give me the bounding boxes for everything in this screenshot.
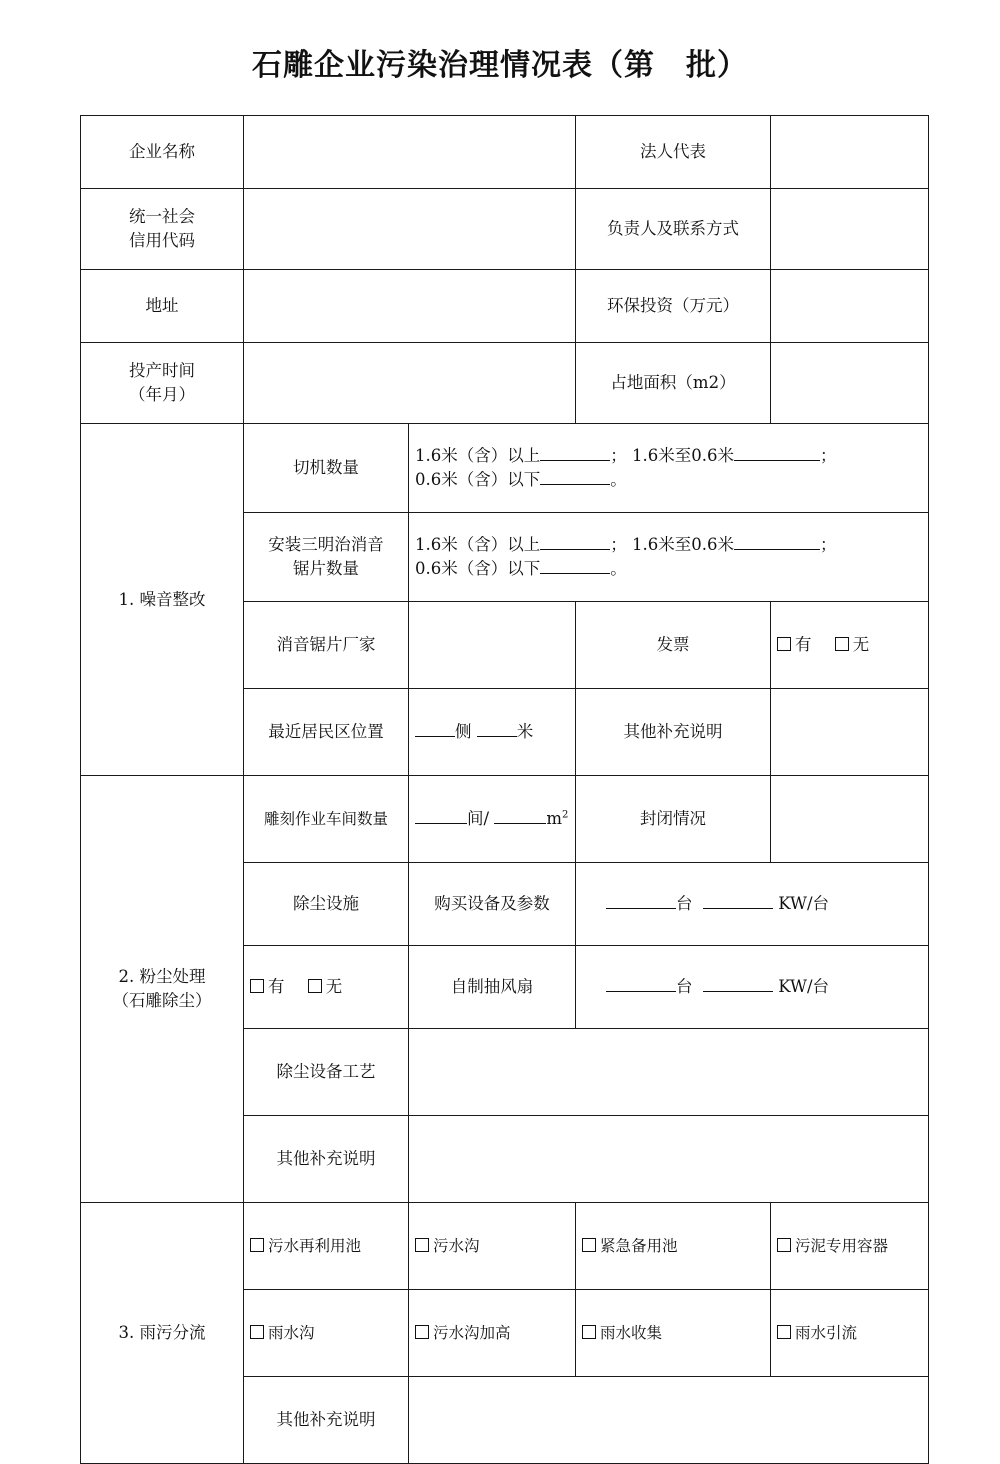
cutter-sep-2: ； bbox=[819, 446, 837, 466]
checkbox-rainwater-ditch-label: 雨水沟 bbox=[268, 1323, 315, 1342]
field-legal-rep[interactable] bbox=[771, 116, 929, 189]
cutter-spec-part3: 0.6米（含）以下 bbox=[415, 470, 541, 489]
fan-count-blank[interactable] bbox=[606, 991, 676, 992]
label-purchased-equipment: 购买设备及参数 bbox=[409, 863, 576, 946]
label-drainage-other-notes: 其他补充说明 bbox=[244, 1377, 409, 1464]
label-dust-facility: 除尘设施 bbox=[244, 863, 409, 946]
blade-blank-3[interactable] bbox=[540, 573, 610, 574]
checkbox-rainwater-ditch[interactable] bbox=[250, 1322, 315, 1344]
label-invoice: 发票 bbox=[576, 602, 771, 689]
checkbox-square-icon[interactable] bbox=[250, 1325, 264, 1339]
checkbox-dust-facility-no[interactable] bbox=[308, 975, 343, 999]
fan-power-unit: KW/台 bbox=[778, 977, 830, 997]
workshop-area-sup: 2 bbox=[561, 809, 569, 821]
blade-blank-2[interactable] bbox=[734, 549, 820, 550]
checkbox-sludge-container-label: 污泥专用容器 bbox=[795, 1236, 889, 1255]
field-enclosure-status[interactable] bbox=[771, 776, 929, 863]
section-label-noise: 1. 噪音整改 bbox=[81, 424, 244, 776]
label-enclosure-status: 封闭情况 bbox=[576, 776, 771, 863]
cutter-spec-part1: 1.6米（含）以上 bbox=[415, 446, 541, 466]
blade-blank-1[interactable] bbox=[540, 549, 610, 550]
equipment-power-blank[interactable] bbox=[703, 908, 773, 909]
field-purchased-equipment-spec[interactable] bbox=[576, 863, 929, 946]
checkbox-emergency-backup-pool-label: 紧急备用池 bbox=[600, 1236, 678, 1255]
cutter-blank-3[interactable] bbox=[540, 484, 610, 485]
pollution-control-form-table bbox=[80, 115, 929, 1464]
label-legal-rep: 法人代表 bbox=[576, 116, 771, 189]
checkbox-dust-facility-yes-label: 有 bbox=[268, 977, 285, 997]
workshop-area-blank[interactable] bbox=[494, 823, 546, 824]
residence-distance-unit: 米 bbox=[516, 722, 534, 742]
cutter-blank-2[interactable] bbox=[734, 460, 820, 461]
label-silencer-blade-line2: 锯片数量 bbox=[293, 559, 359, 578]
checkbox-rainwater-collection[interactable] bbox=[582, 1322, 662, 1344]
fan-power-blank[interactable] bbox=[703, 991, 773, 992]
table-row bbox=[81, 343, 929, 424]
residence-distance-blank[interactable] bbox=[477, 736, 517, 737]
table-row bbox=[81, 1203, 929, 1290]
label-production-date bbox=[81, 343, 244, 424]
equipment-count-blank[interactable] bbox=[606, 908, 676, 909]
checkbox-square-icon[interactable] bbox=[415, 1238, 429, 1252]
field-drainage-opt-7[interactable] bbox=[576, 1290, 771, 1377]
field-drainage-other-notes[interactable] bbox=[409, 1377, 929, 1464]
blade-spec-part2: 1.6米至0.6米 bbox=[632, 535, 734, 555]
cutter-end: 。 bbox=[610, 470, 627, 489]
blade-spec-part1: 1.6米（含）以上 bbox=[415, 535, 541, 555]
field-company-name[interactable] bbox=[244, 116, 576, 189]
table-row bbox=[81, 116, 929, 189]
checkbox-rainwater-collection-label: 雨水收集 bbox=[600, 1323, 663, 1342]
checkbox-invoice-no[interactable] bbox=[835, 633, 870, 657]
checkbox-wastewater-ditch-label: 污水沟 bbox=[433, 1236, 480, 1255]
checkbox-square-icon[interactable] bbox=[777, 1325, 791, 1339]
label-carving-workshop-count: 雕刻作业车间数量 bbox=[244, 776, 409, 863]
field-homemade-fan-spec[interactable] bbox=[576, 946, 929, 1029]
label-land-area: 占地面积（m2） bbox=[576, 343, 771, 424]
checkbox-square-icon[interactable] bbox=[777, 1238, 791, 1252]
field-dust-facility-options[interactable] bbox=[244, 946, 409, 1029]
label-dust-other-notes: 其他补充说明 bbox=[244, 1116, 409, 1203]
section-label-dust-line1: 2. 粉尘处理 bbox=[118, 967, 206, 987]
table-row bbox=[81, 189, 929, 270]
checkbox-invoice-yes[interactable] bbox=[777, 633, 812, 657]
section-label-drainage: 3. 雨污分流 bbox=[81, 1203, 244, 1464]
label-cutter-count: 切机数量 bbox=[244, 424, 409, 513]
label-credit-code bbox=[81, 189, 244, 270]
checkbox-rainwater-diversion[interactable] bbox=[777, 1322, 857, 1344]
checkbox-sludge-container[interactable] bbox=[777, 1235, 888, 1257]
label-address: 地址 bbox=[81, 270, 244, 343]
cutter-sep-1: ； bbox=[610, 446, 627, 466]
field-env-investment[interactable] bbox=[771, 270, 929, 343]
checkbox-rainwater-diversion-label: 雨水引流 bbox=[795, 1323, 858, 1342]
checkbox-invoice-no-label: 无 bbox=[852, 635, 870, 655]
section-label-dust-line2: （石雕除尘） bbox=[112, 991, 212, 1010]
workshop-room-blank[interactable] bbox=[415, 823, 467, 824]
label-dust-process: 除尘设备工艺 bbox=[244, 1029, 409, 1116]
field-dust-process[interactable] bbox=[409, 1029, 929, 1116]
checkbox-square-icon[interactable] bbox=[308, 979, 322, 993]
label-silencer-blade-line1: 安装三明治消音 bbox=[268, 535, 384, 555]
checkbox-dust-facility-yes[interactable] bbox=[250, 975, 285, 999]
cutter-blank-1[interactable] bbox=[540, 460, 610, 461]
checkbox-wastewater-ditch-raised-label: 污水沟加高 bbox=[433, 1323, 511, 1342]
checkbox-wastewater-reuse-pool[interactable] bbox=[250, 1235, 361, 1257]
checkbox-square-icon[interactable] bbox=[582, 1325, 596, 1339]
table-row bbox=[81, 776, 929, 863]
checkbox-invoice-yes-label: 有 bbox=[795, 635, 812, 655]
field-dust-other-notes[interactable] bbox=[409, 1116, 929, 1203]
blade-end: 。 bbox=[610, 559, 627, 578]
label-silencer-blade-count bbox=[244, 513, 409, 602]
equipment-count-unit: 台 bbox=[676, 894, 693, 914]
checkbox-emergency-backup-pool[interactable] bbox=[582, 1235, 678, 1257]
checkbox-square-icon[interactable] bbox=[250, 1238, 264, 1252]
field-nearest-residence[interactable] bbox=[409, 689, 576, 776]
blade-sep-1: ； bbox=[610, 535, 627, 555]
field-drainage-opt-3[interactable] bbox=[576, 1203, 771, 1290]
section-label-dust bbox=[81, 776, 244, 1203]
field-drainage-opt-1[interactable] bbox=[244, 1203, 409, 1290]
table-row bbox=[81, 270, 929, 343]
field-drainage-opt-6[interactable] bbox=[409, 1290, 576, 1377]
field-invoice-options[interactable] bbox=[771, 602, 929, 689]
label-contact-person: 负责人及联系方式 bbox=[576, 189, 771, 270]
label-production-date-line2: （年月） bbox=[129, 385, 195, 404]
field-contact-person[interactable] bbox=[771, 189, 929, 270]
label-credit-code-line1: 统一社会 bbox=[129, 207, 195, 227]
field-noise-other-notes[interactable] bbox=[771, 689, 929, 776]
equipment-power-unit: KW/台 bbox=[778, 894, 830, 914]
form-table-container bbox=[80, 115, 928, 1464]
label-credit-code-line2: 信用代码 bbox=[129, 231, 195, 250]
residence-side-blank[interactable] bbox=[415, 736, 455, 737]
field-drainage-opt-4[interactable] bbox=[771, 1203, 929, 1290]
checkbox-square-icon[interactable] bbox=[582, 1238, 596, 1252]
field-drainage-opt-8[interactable] bbox=[771, 1290, 929, 1377]
checkbox-square-icon[interactable] bbox=[415, 1325, 429, 1339]
checkbox-dust-facility-no-label: 无 bbox=[325, 977, 343, 997]
label-homemade-fan: 自制抽风扇 bbox=[409, 946, 576, 1029]
cutter-spec-part2: 1.6米至0.6米 bbox=[632, 446, 734, 466]
label-blade-manufacturer: 消音锯片厂家 bbox=[244, 602, 409, 689]
residence-side-unit: 侧 bbox=[455, 722, 472, 742]
field-production-date[interactable] bbox=[244, 343, 576, 424]
field-drainage-opt-2[interactable] bbox=[409, 1203, 576, 1290]
checkbox-square-icon[interactable] bbox=[777, 637, 791, 651]
field-blade-manufacturer[interactable] bbox=[409, 602, 576, 689]
field-drainage-opt-5[interactable] bbox=[244, 1290, 409, 1377]
field-credit-code[interactable] bbox=[244, 189, 576, 270]
field-land-area[interactable] bbox=[771, 343, 929, 424]
checkbox-wastewater-reuse-pool-label: 污水再利用池 bbox=[268, 1236, 362, 1255]
field-cutter-count-spec[interactable] bbox=[409, 424, 929, 513]
fan-count-unit: 台 bbox=[676, 977, 693, 997]
workshop-room-unit: 间/ bbox=[467, 809, 490, 829]
page-title: 石雕企业污染治理情况表（第 批） bbox=[252, 48, 748, 83]
blade-spec-part3: 0.6米（含）以下 bbox=[415, 559, 541, 578]
label-company-name: 企业名称 bbox=[81, 116, 244, 189]
checkbox-wastewater-ditch[interactable] bbox=[415, 1235, 480, 1257]
field-address[interactable] bbox=[244, 270, 576, 343]
label-env-investment: 环保投资（万元） bbox=[576, 270, 771, 343]
table-row bbox=[81, 424, 929, 513]
label-nearest-residence: 最近居民区位置 bbox=[244, 689, 409, 776]
label-noise-other-notes: 其他补充说明 bbox=[576, 689, 771, 776]
field-silencer-blade-spec[interactable] bbox=[409, 513, 929, 602]
checkbox-square-icon[interactable] bbox=[250, 979, 264, 993]
workshop-area-unit: m bbox=[546, 809, 562, 829]
checkbox-square-icon[interactable] bbox=[835, 637, 849, 651]
checkbox-wastewater-ditch-raised[interactable] bbox=[415, 1322, 511, 1344]
label-production-date-line1: 投产时间 bbox=[129, 361, 195, 381]
field-carving-workshop-count[interactable] bbox=[409, 776, 576, 863]
blade-sep-2: ； bbox=[819, 535, 837, 555]
